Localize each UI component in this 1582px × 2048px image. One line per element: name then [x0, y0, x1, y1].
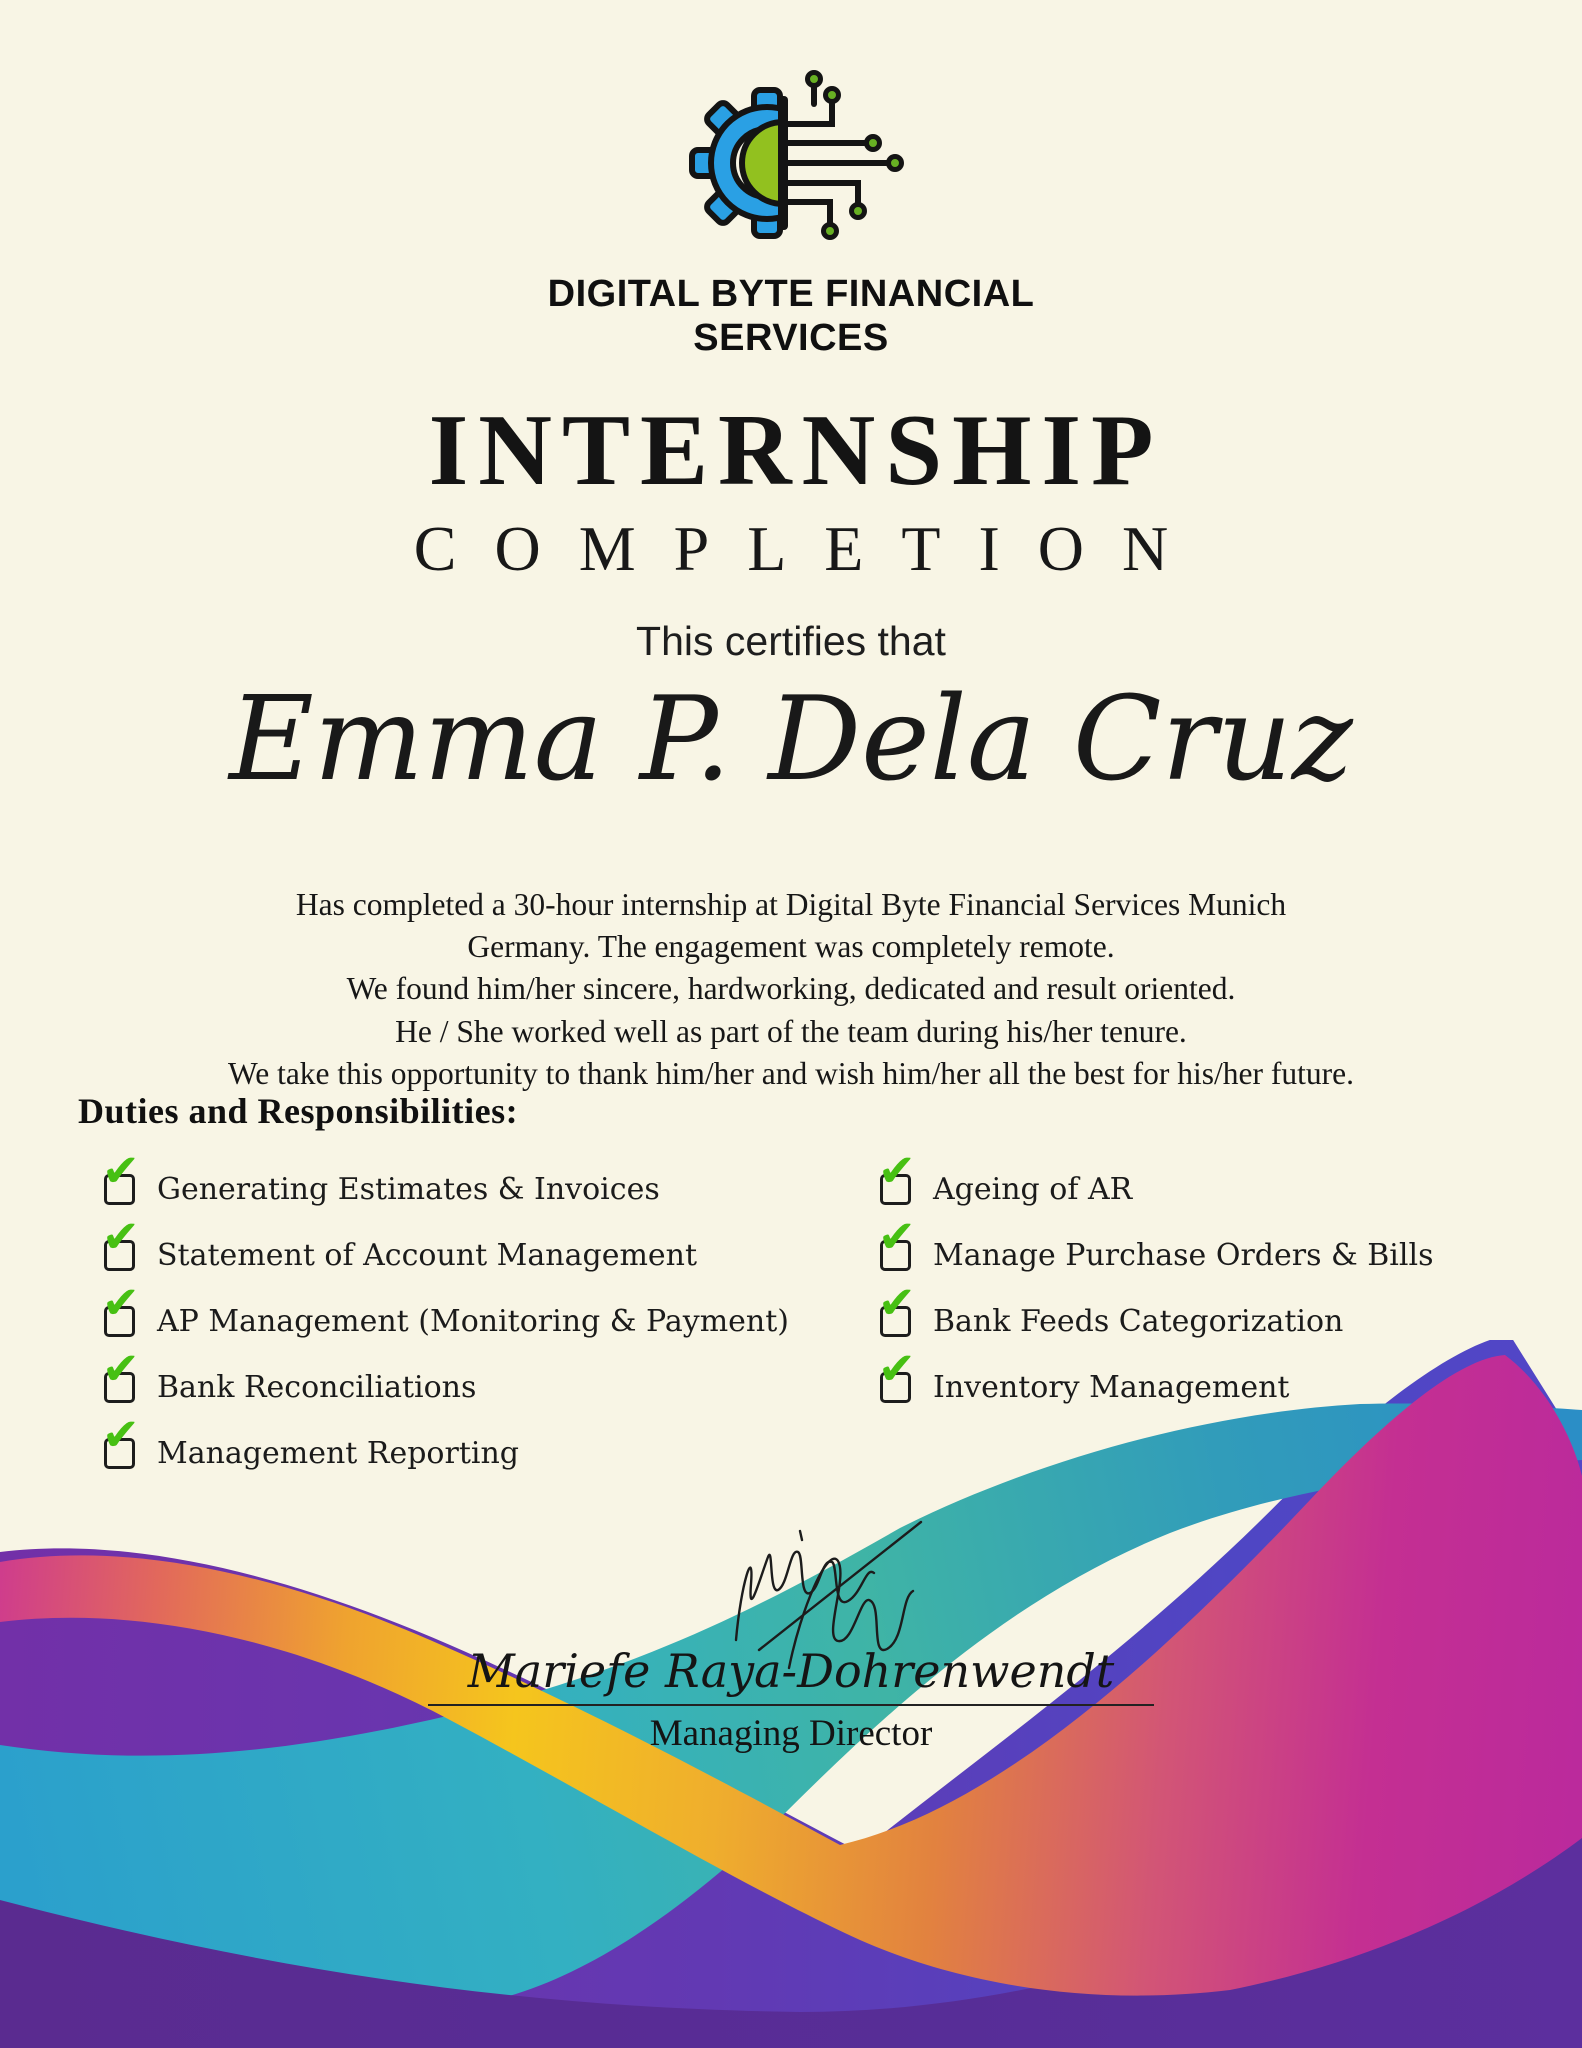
check-icon: ✔	[102, 1341, 140, 1395]
signatory-title: Managing Director	[649, 1713, 933, 1754]
check-icon: ✔	[878, 1209, 916, 1263]
duty-label: Ageing of AR	[933, 1171, 1133, 1207]
duty-label: Bank Feeds Categorization	[933, 1303, 1344, 1339]
checkbox-icon	[878, 1143, 916, 1205]
duty-label: Statement of Account Management	[157, 1237, 698, 1273]
duty-label: Bank Reconciliations	[157, 1369, 477, 1405]
gear-circuit-logo-icon	[626, 62, 956, 262]
checkbox-icon	[102, 1143, 140, 1205]
check-icon: ✔	[102, 1209, 140, 1263]
org-name	[0, 272, 1582, 360]
duty-item	[102, 1209, 804, 1276]
check-icon: ✔	[102, 1275, 140, 1329]
duty-label: Inventory Management	[933, 1369, 1290, 1405]
body-line: Has completed a 30-hour internship at Digital Byte Financial Services Munich	[295, 887, 1287, 922]
certificate-body	[61, 884, 1521, 1095]
duty-label: Generating Estimates & Invoices	[157, 1171, 660, 1207]
body-line: We take this opportunity to thank him/her and wish him/her all the best for his/her future.	[228, 1055, 1354, 1091]
org-name-line1: DIGITAL BYTE FINANCIAL	[547, 273, 1035, 315]
check-icon: ✔	[102, 1143, 140, 1197]
duties-heading: Duties and Responsibilities:	[78, 1091, 519, 1131]
duty-label: AP Management (Monitoring & Payment)	[157, 1303, 789, 1339]
body-line: He / She worked well as part of the team during his/her tenure.	[395, 1013, 1187, 1049]
checkbox-icon	[878, 1275, 916, 1337]
body-line: Germany. The engagement was completely remote.	[467, 929, 1115, 965]
duty-item	[878, 1275, 1520, 1342]
check-icon: ✔	[878, 1275, 916, 1329]
org-name-line2: SERVICES	[693, 317, 889, 360]
certificate-subtitle: COMPLETION	[413, 513, 1207, 584]
duty-item	[878, 1143, 1520, 1210]
duty-label: Manage Purchase Orders & Bills	[933, 1237, 1434, 1273]
recipient-name: Emma P. Dela Cruz	[229, 672, 1353, 807]
certificate-title: INTERNSHIP	[428, 394, 1164, 507]
duty-item	[102, 1143, 804, 1210]
body-line: We found him/her sincere, hardworking, dedicated and result oriented.	[346, 971, 1236, 1007]
duty-label: Management Reporting	[157, 1435, 520, 1471]
signatory-name: Mariefe Raya-Dohrenwendt	[428, 1644, 1155, 1706]
duty-item	[102, 1275, 804, 1342]
signature-block	[0, 1488, 1582, 1755]
checkbox-icon	[878, 1209, 916, 1271]
check-icon: ✔	[878, 1143, 916, 1197]
duty-item	[878, 1209, 1520, 1276]
checkbox-icon	[102, 1209, 140, 1271]
company-logo	[0, 62, 1582, 267]
check-icon: ✔	[878, 1341, 916, 1395]
checkbox-icon	[102, 1275, 140, 1337]
certifies-label: This certifies that	[636, 618, 946, 664]
check-icon: ✔	[102, 1407, 140, 1461]
